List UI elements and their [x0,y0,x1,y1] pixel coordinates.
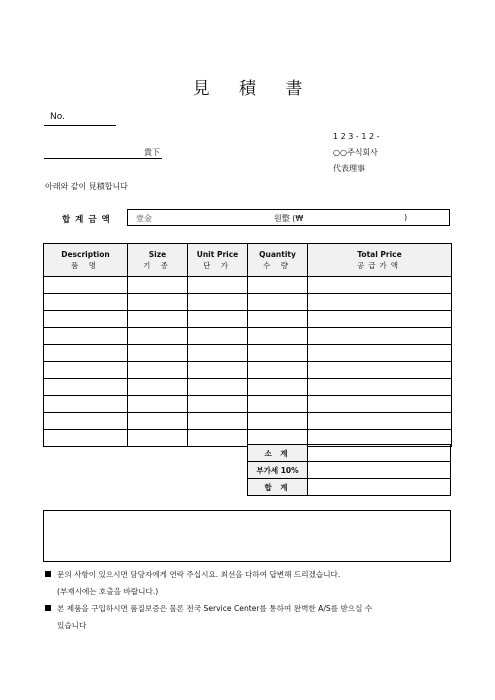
addressee-field-line [44,158,162,159]
addressee-suffix: 貴下 [144,148,160,157]
table-cell[interactable] [128,413,188,430]
table-row [44,345,452,362]
table-cell[interactable] [44,379,128,396]
vat-label: 부가세 10% [248,462,308,479]
table-row [44,277,452,294]
total-amount-label: 합 계 금 액 [62,215,111,225]
total-amount-close: ) [404,213,408,222]
subtotal-label: 소 계 [248,445,308,462]
grand-total-value-cell[interactable] [308,479,451,496]
table-row [44,362,452,379]
note-2-continuation: 있습니다 [57,621,87,630]
table-cell[interactable] [188,396,248,413]
table-cell[interactable] [248,396,308,413]
table-cell[interactable] [128,379,188,396]
col-unit-price [188,244,248,277]
table-cell[interactable] [44,396,128,413]
subtotal-value-cell[interactable] [308,445,451,462]
document-title: 見 積 書 [192,79,315,99]
summary-subtotal-row [248,445,451,462]
col-size [128,244,188,277]
notes-section [45,566,465,634]
table-cell[interactable] [44,294,128,311]
summary-vat-row [248,462,451,479]
note-1-continuation: (부재시에는 호출을 바랍니다.) [57,587,159,596]
col-size-ko: 기 종 [143,261,172,270]
table-cell[interactable] [248,328,308,345]
table-cell[interactable] [44,362,128,379]
company-id: 1 2 3 - 1 2 - [333,132,380,141]
col-total-price-en: Total Price [357,250,402,259]
table-cell[interactable] [128,345,188,362]
table-row [44,328,452,345]
col-total-price-ko: 공급가액 [357,261,402,270]
table-cell[interactable] [128,396,188,413]
col-unit-price-ko: 단 가 [203,261,232,270]
table-cell[interactable] [188,362,248,379]
table-cell[interactable] [128,430,188,447]
table-cell[interactable] [44,328,128,345]
table-cell[interactable] [248,413,308,430]
table-cell[interactable] [308,345,452,362]
table-row [44,311,452,328]
grand-total-label: 합 계 [248,479,308,496]
number-field-line [44,125,116,126]
table-cell[interactable] [188,413,248,430]
remarks-box[interactable] [43,510,451,562]
col-description-en: Description [61,250,110,259]
table-cell[interactable] [44,345,128,362]
table-cell[interactable] [308,379,452,396]
note-1-text: 문의 사항이 있으시면 담당자에게 연락 주십시요. 최선을 다하여 답변해 드리겠습니다. [57,570,341,579]
table-cell[interactable] [188,294,248,311]
square-bullet-icon [45,571,51,577]
table-cell[interactable] [308,396,452,413]
table-row [44,294,452,311]
table-cell[interactable] [248,294,308,311]
total-amount-won-label: 원整 (₩ [274,214,304,223]
table-cell[interactable] [128,277,188,294]
table-cell[interactable] [188,311,248,328]
note-item-2 [45,600,465,617]
table-cell[interactable] [44,413,128,430]
vat-value-cell[interactable] [308,462,451,479]
table-cell[interactable] [44,430,128,447]
table-cell[interactable] [308,277,452,294]
items-table-body [44,277,452,447]
col-description [44,244,128,277]
number-label: No. [50,112,65,122]
table-cell[interactable] [128,328,188,345]
table-cell[interactable] [188,379,248,396]
col-quantity-ko: 수 량 [263,261,292,270]
table-cell[interactable] [188,277,248,294]
summary-total-row [248,479,451,496]
note-item-1 [45,566,465,583]
table-cell[interactable] [44,277,128,294]
table-cell[interactable] [44,311,128,328]
table-cell[interactable] [248,311,308,328]
table-cell[interactable] [128,294,188,311]
col-unit-price-en: Unit Price [196,250,239,259]
table-row [44,413,452,430]
items-table-header [44,244,452,277]
summary-table [247,444,451,496]
table-cell[interactable] [248,379,308,396]
table-cell[interactable] [128,362,188,379]
table-cell[interactable] [128,311,188,328]
table-row [44,379,452,396]
table-cell[interactable] [248,345,308,362]
table-cell[interactable] [308,362,452,379]
table-row [44,396,452,413]
company-info [333,129,379,177]
table-cell[interactable] [188,345,248,362]
col-quantity [248,244,308,277]
col-total-price [308,244,452,277]
col-quantity-en: Quantity [259,250,296,259]
company-representative: 代表理事 [333,164,365,173]
table-cell[interactable] [248,277,308,294]
total-amount-prefix: 壹金 [136,214,152,223]
table-cell[interactable] [308,311,452,328]
col-size-en: Size [148,250,167,259]
table-cell[interactable] [308,413,452,430]
intro-text: 아래와 같이 見積합니다 [45,182,128,191]
square-bullet-icon [45,605,51,611]
table-cell[interactable] [188,430,248,447]
items-table [43,243,452,447]
table-cell[interactable] [248,362,308,379]
note-2-text: 본 제품을 구입하시면 품질보증은 물론 전국 Service Center를 통하여 완벽한 A/S를 받으실 수 [57,604,373,613]
table-cell[interactable] [308,294,452,311]
table-cell[interactable] [308,328,452,345]
company-name: ○○주식회사 [333,148,378,157]
col-description-ko: 품 명 [71,261,100,270]
table-cell[interactable] [188,328,248,345]
total-amount-box [127,209,450,226]
